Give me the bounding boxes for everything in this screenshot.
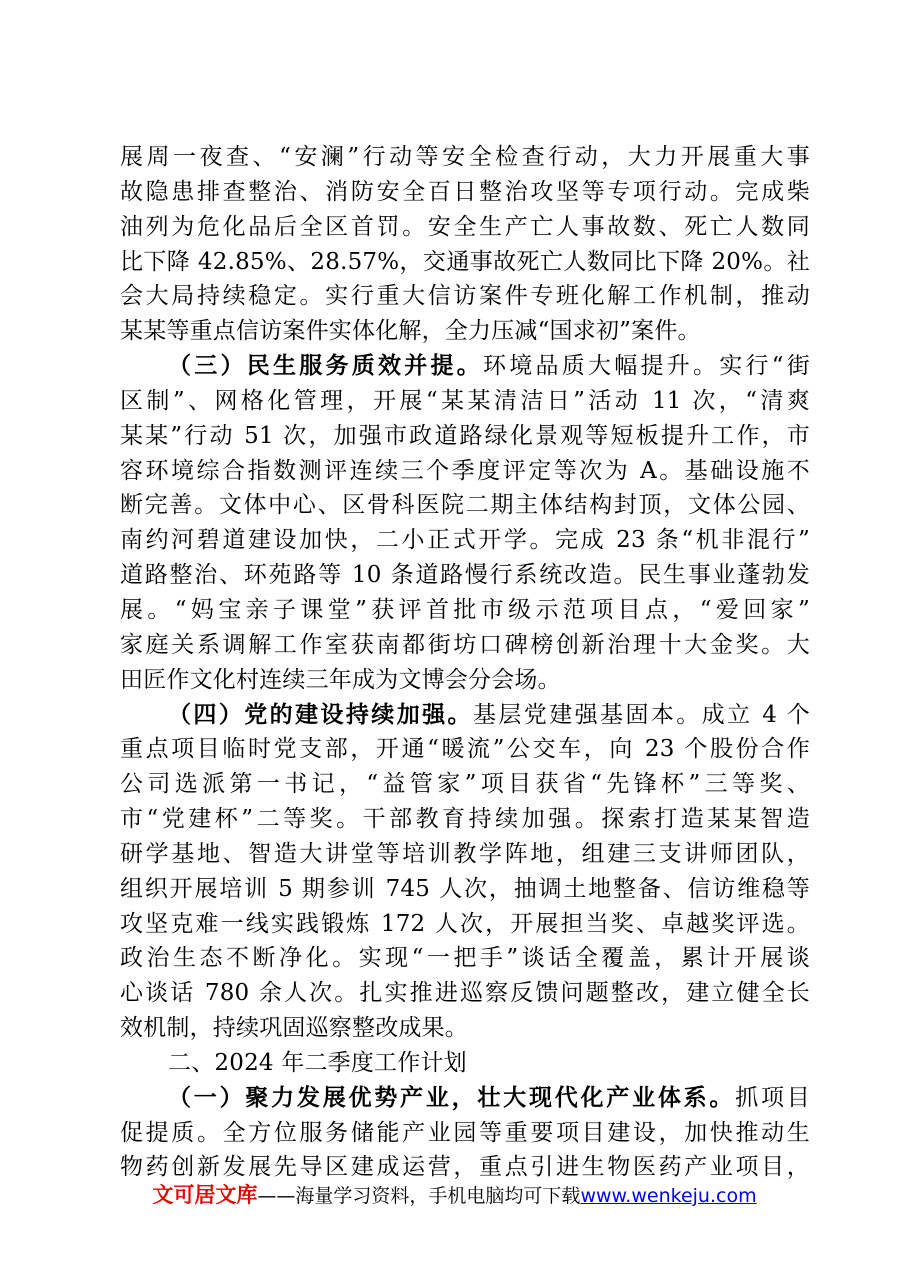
paragraph-line: 展。“妈宝亲子课堂”获评首批市级示范项目点，“爱回家”: [120, 596, 810, 623]
section-4-first-line: [120, 698, 810, 733]
paragraph-line: 油列为危化品后全区首罚。安全生产亡人事故数、死亡人数同: [120, 213, 810, 240]
paragraph-line: 区制”、网格化管理，开展“某某清洁日”活动 11 次，“清爽: [120, 387, 810, 414]
paragraph-line: 重点项目临时党支部，开通“暖流”公交车，向 23 个股份合作: [120, 736, 810, 763]
paragraph-line: 断完善。文体中心、区骨科医院二期主体结构封顶，文体公园、: [120, 492, 810, 519]
part-2-heading: 二、2024 年二季度工作计划: [168, 1049, 467, 1076]
plan-1-first-line-text: 抓项目: [735, 1084, 810, 1111]
paragraph-line: 比下降 42.85%、28.57%，交通事故死亡人数同比下降 20%。社: [120, 248, 810, 275]
paragraph-line: 某某等重点信访案件实体化解，全力压减“国求初”案件。: [120, 318, 701, 345]
paragraph-line: 攻坚克难一线实践锻炼 172 人次，开展担当奖、卓越奖评选。: [120, 910, 810, 937]
paragraph-line: 心谈话 780 余人次。扎实推进巡察反馈问题整改，建立健全长: [120, 980, 810, 1007]
document-body: [120, 140, 810, 1185]
paragraph-line: 展周一夜查、“安澜”行动等安全检查行动，大力开展重大事: [120, 144, 810, 170]
footer-brand: 文可居文库: [152, 1183, 258, 1207]
paragraph-line: 家庭关系调解工作室获南都街坊口碑榜创新治理十大金奖。大: [120, 631, 810, 658]
footer-slogan: ——海量学习资料，手机电脑均可下载: [257, 1185, 581, 1207]
paragraph-line: 田匠作文化村连续三年成为文博会分会场。: [120, 666, 561, 693]
plan-1-first-line: [120, 1081, 810, 1116]
paragraph-line: 市“党建杯”二等奖。干部教育持续加强。探索打造某某智造: [120, 806, 810, 833]
paragraph-line: 某某”行动 51 次，加强市政道路绿化景观等短板提升工作，市: [120, 422, 810, 449]
paragraph-line: 促提质。全方位服务储能产业园等重要项目建设，加快推动生: [120, 1119, 810, 1146]
paragraph-line: 物药创新发展先导区建成运营，重点引进生物医药产业项目，: [120, 1154, 810, 1181]
section-4-heading: （四）党的建设持续加强。: [168, 700, 473, 728]
paragraph-line: 政治生态不断净化。实现“一把手”谈话全覆盖，累计开展谈: [120, 945, 810, 972]
footer-site-link[interactable]: www.wenkeju.com: [580, 1185, 757, 1207]
paragraph-line: 会大局持续稳定。实行重大信访案件专班化解工作机制，推动: [120, 283, 810, 310]
paragraph-line: 公司选派第一书记，“益管家”项目获省“先锋杯”三等奖、: [120, 771, 810, 798]
footer-banner: [0, 1181, 909, 1210]
paragraph-line: 故隐患排查整治、消防安全百日整治攻坚等专项行动。完成柴: [120, 178, 810, 205]
paragraph-line: 研学基地、智造大讲堂等培训教学阵地，组建三支讲师团队，: [120, 840, 810, 867]
paragraph-line: 组织开展培训 5 期参训 745 人次，抽调土地整备、信访维稳等: [120, 875, 810, 902]
paragraph-line: 道路整治、环苑路等 10 条道路慢行系统改造。民生事业蓬勃发: [120, 562, 810, 589]
section-3-heading: （三）民生服务质效并提。: [168, 352, 484, 380]
section-3-first-line-text: 环境品质大幅提升。实行“街: [483, 353, 811, 380]
section-3-first-line: [120, 349, 810, 384]
paragraph-line: 南约河碧道建设加快，二小正式开学。完成 23 条“机非混行”: [120, 527, 810, 554]
paragraph-line: 效机制，持续巩固巡察整改成果。: [120, 1015, 468, 1042]
section-4-first-line-text: 基层党建强基固本。成立 4 个: [472, 701, 810, 728]
plan-1-heading: （一）聚力发展优势产业，壮大现代化产业体系。: [168, 1083, 736, 1111]
paragraph-line: 容环境综合指数测评连续三个季度评定等次为 A。基础设施不: [120, 457, 810, 484]
